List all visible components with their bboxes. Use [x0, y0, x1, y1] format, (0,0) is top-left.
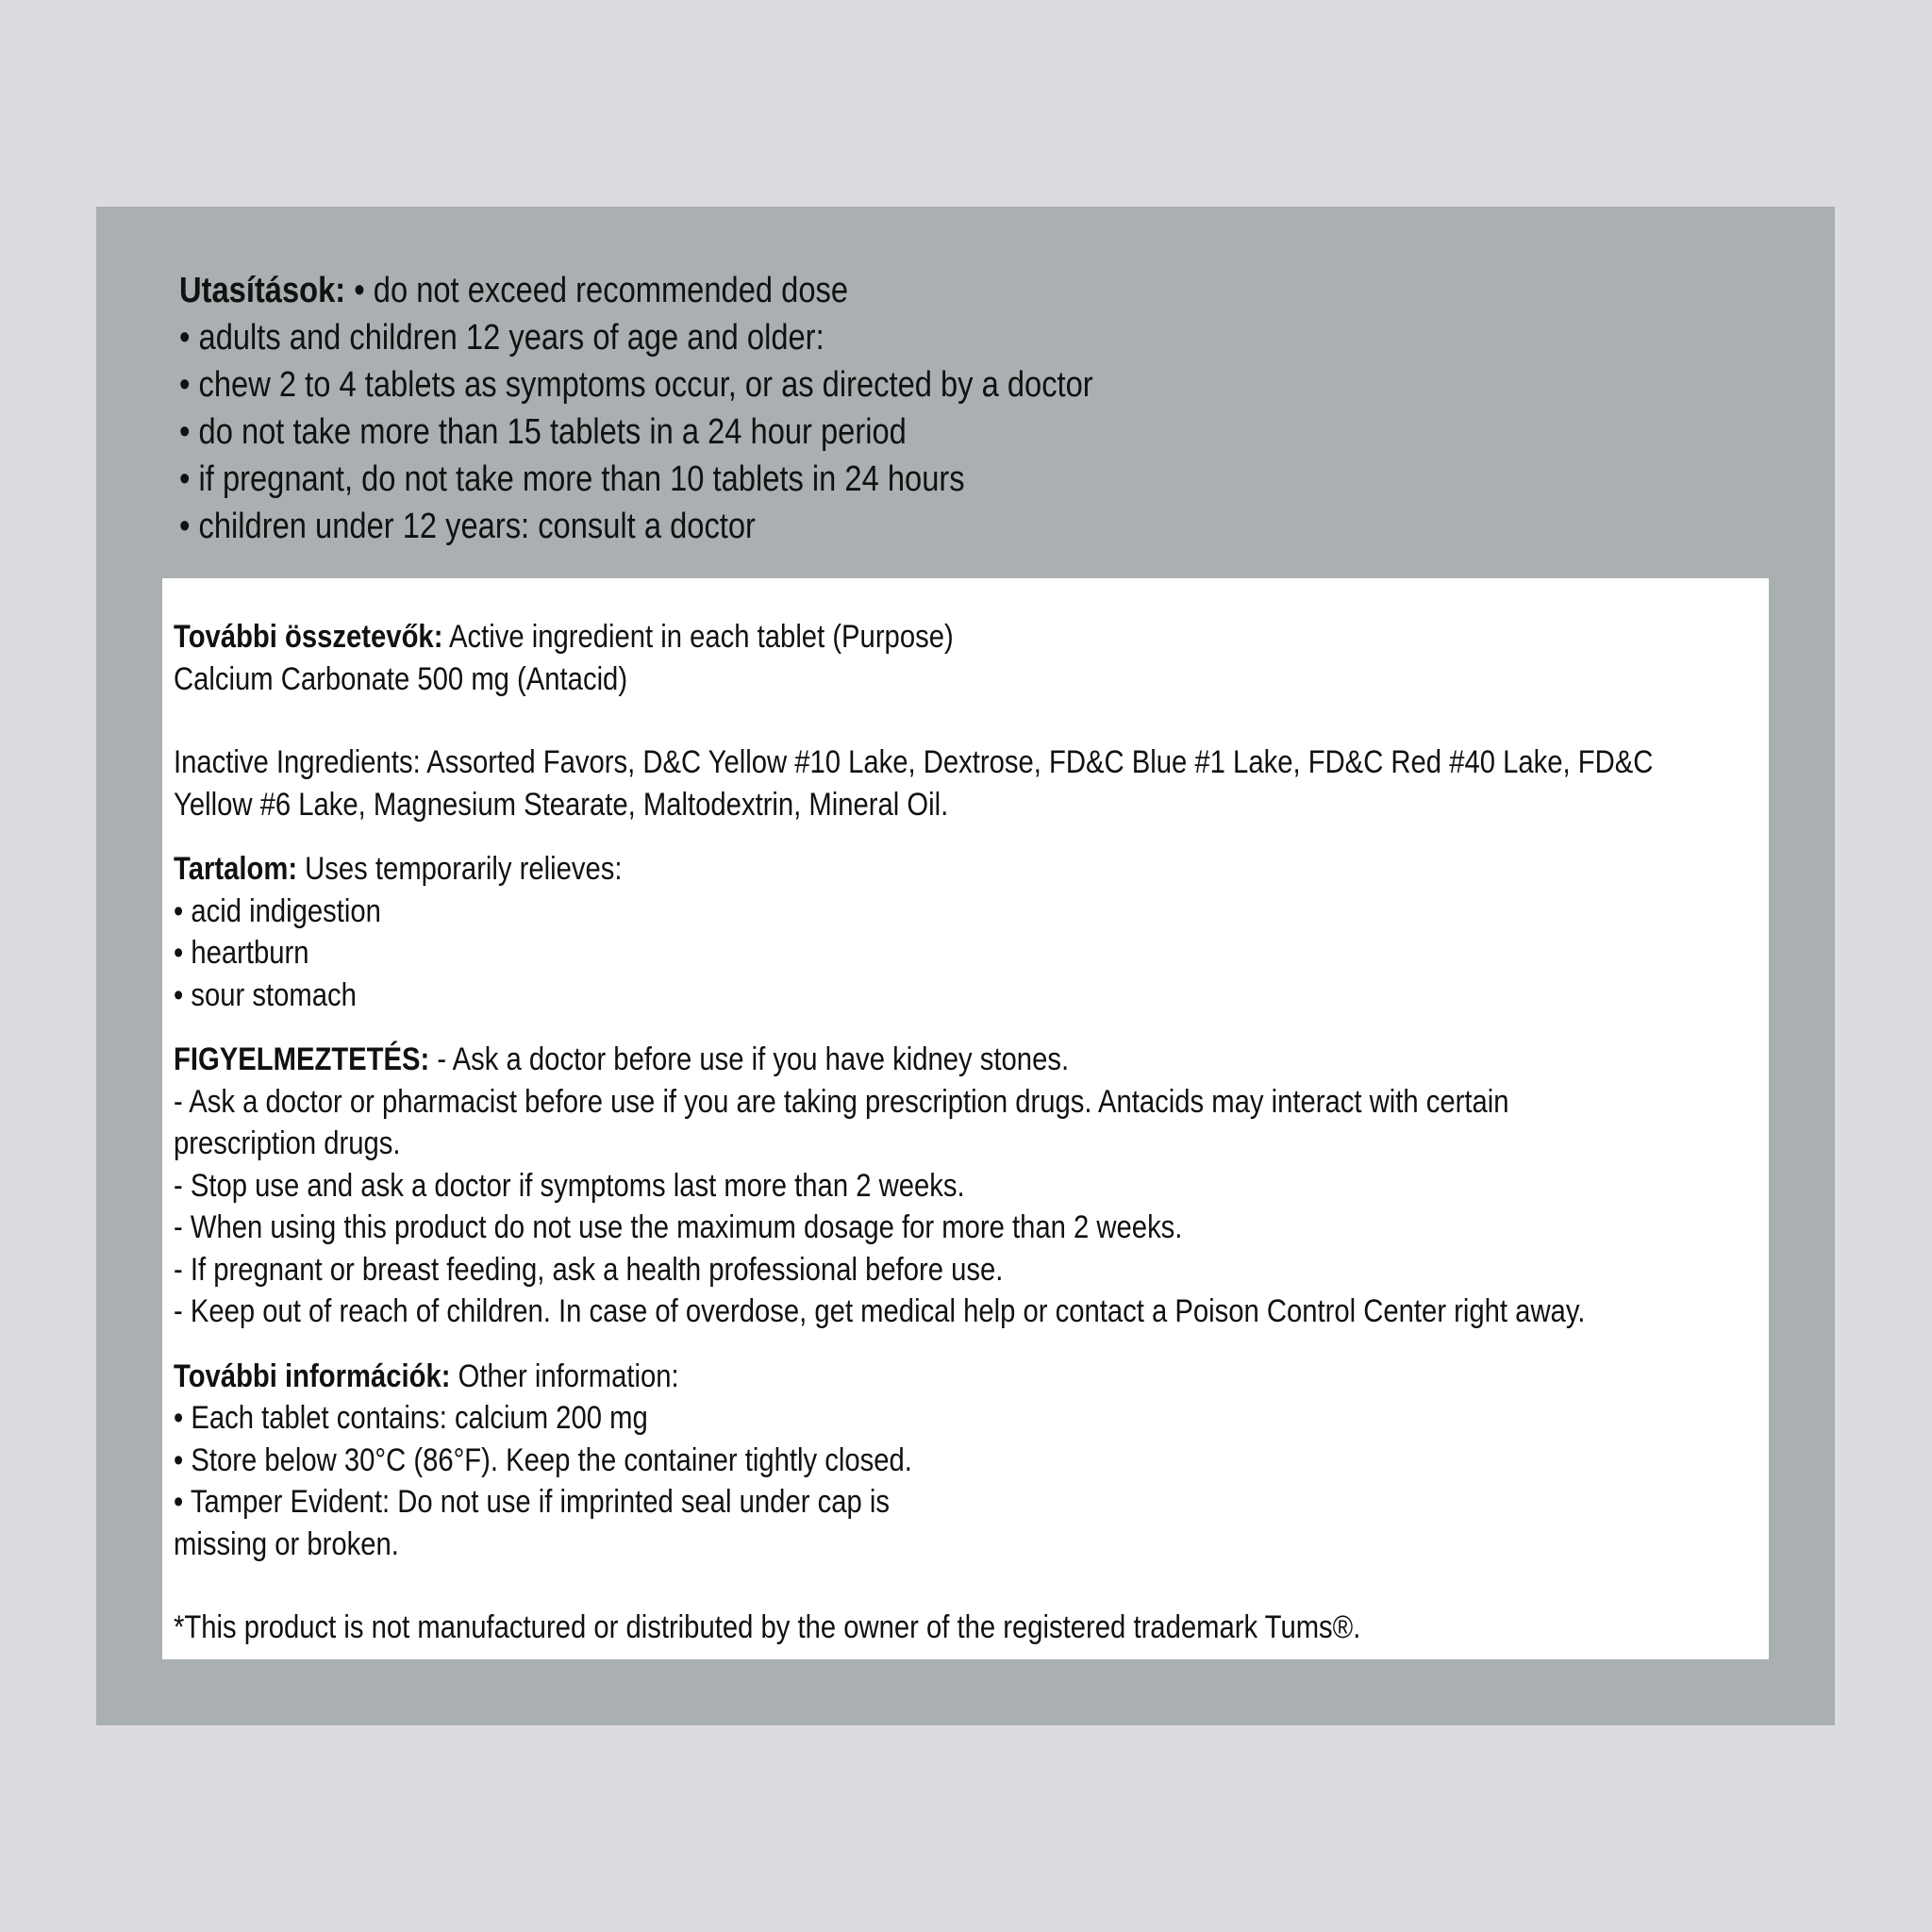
more-info-first: Other information: [458, 1357, 679, 1394]
more-info-line: • Each tablet contains: calcium 200 mg [174, 1400, 648, 1436]
contents-label: Tartalom: [174, 851, 298, 887]
directions-item: • chew 2 to 4 tablets as symptoms occur, or as directed by a doctor [179, 365, 1093, 405]
contents-item: • sour stomach [174, 976, 357, 1013]
warning-line: - Stop use and ask a doctor if symptoms last more than 2 weeks. [174, 1167, 965, 1204]
warning-heading-line [174, 1039, 1764, 1081]
more-info-line: • Tamper Evident: Do not use if imprinted seal under cap is [174, 1484, 890, 1520]
contents-heading-line [174, 848, 1764, 891]
directions-first-item: • do not exceed recommended dose [354, 271, 849, 310]
directions-item: • do not take more than 15 tablets in a 24 hour period [179, 412, 907, 452]
warning-line: prescription drugs. [174, 1125, 401, 1161]
ingredients-first: Active ingredient in each tablet (Purpose) [448, 619, 954, 655]
inactive-ingredients-line: Yellow #6 Lake, Magnesium Stearate, Maltodextrin, Mineral Oil. [174, 786, 949, 823]
warning-line: - Keep out of reach of children. In case of overdose, get medical help or contact a Poison Control Center right away. [174, 1293, 1586, 1329]
more-info-heading-line [174, 1356, 1764, 1398]
active-ingredient: Calcium Carbonate 500 mg (Antacid) [174, 660, 628, 697]
warning-label: FIGYELMEZTETÉS: [174, 1041, 430, 1077]
more-info-line: missing or broken. [174, 1525, 399, 1562]
more-info-label: További információk: [174, 1357, 451, 1394]
inactive-ingredients-line: Inactive Ingredients: Assorted Favors, D&C Yellow #10 Lake, Dextrose, FD&C Blue #1 Lake, FD&C Red #40 Lake, FD&C [174, 744, 1654, 780]
contents-item: • heartburn [174, 935, 309, 971]
directions-item: • adults and children 12 years of age and older: [179, 318, 824, 358]
directions-heading-line [179, 267, 1093, 314]
info-box [162, 578, 1769, 1659]
more-info-line: • Store below 30°C (86°F). Keep the container tightly closed. [174, 1441, 912, 1478]
ingredients-heading-line [174, 616, 1764, 658]
ingredients-label: További összetevők: [174, 619, 443, 655]
warning-line: - Ask a doctor or pharmacist before use if you are taking prescription drugs. Antacids may interact with certain [174, 1083, 1509, 1120]
warning-first: - Ask a doctor before use if you have kidney stones. [437, 1041, 1070, 1077]
trademark-disclaimer: *This product is not manufactured or distributed by the owner of the registered trademark Tums®. [174, 1609, 1361, 1645]
warning-line: - If pregnant or breast feeding, ask a health professional before use. [174, 1251, 1004, 1288]
directions-section [179, 267, 1093, 550]
directions-item: • children under 12 years: consult a doctor [179, 507, 756, 546]
directions-label: Utasítások: [179, 271, 346, 310]
contents-first: Uses temporarily relieves: [305, 851, 623, 887]
directions-item: • if pregnant, do not take more than 10 tablets in 24 hours [179, 459, 965, 499]
warning-line: - When using this product do not use the maximum dosage for more than 2 weeks. [174, 1209, 1183, 1245]
label-panel [96, 207, 1835, 1725]
contents-item: • acid indigestion [174, 892, 381, 929]
